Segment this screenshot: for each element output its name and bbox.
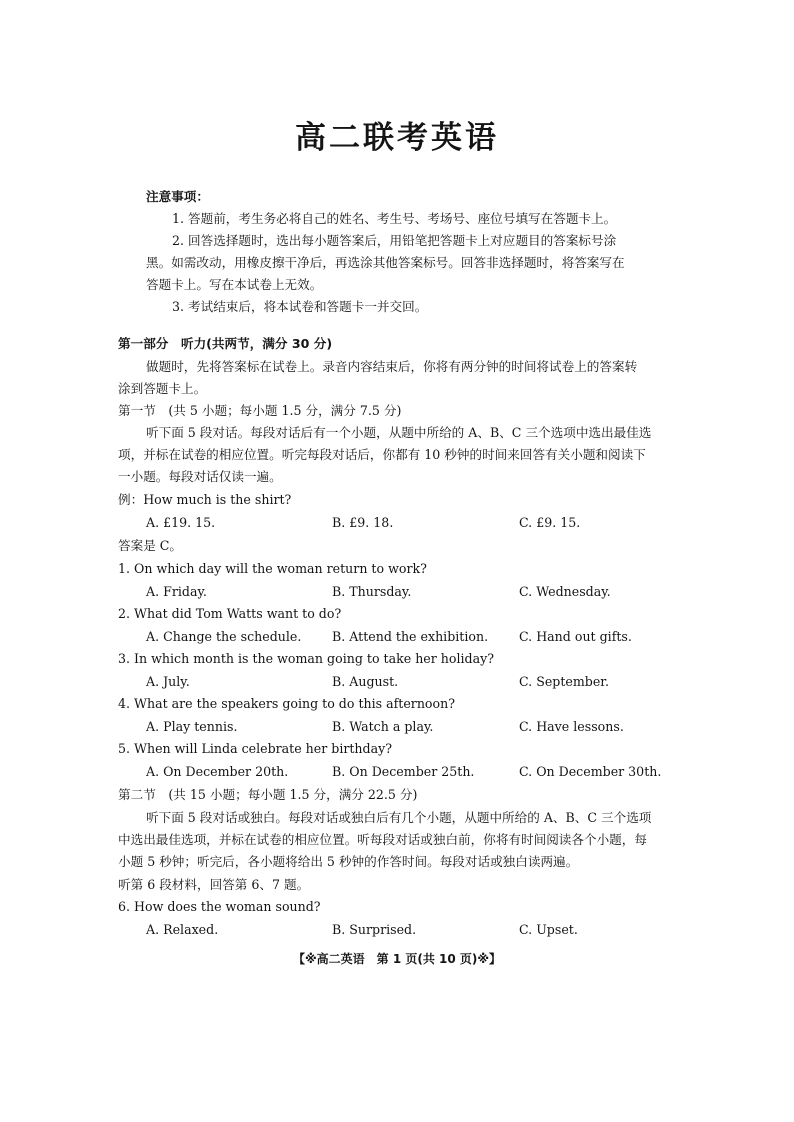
question: 6. How does the woman sound?: [118, 899, 321, 914]
option-a: A. Friday.: [146, 584, 207, 599]
section1-heading: 第一节 (共 5 小题；每小题 1.5 分，满分 7.5 分): [118, 403, 402, 418]
option-a: A. £19. 15.: [146, 515, 216, 530]
notice-item: 3. 考试结束后，将本试卷和答题卡一并交回。: [172, 299, 428, 314]
option-c: C. Hand out gifts.: [519, 629, 632, 644]
option-b: B. On December 25th.: [332, 764, 475, 779]
section1-intro: 听下面 5 段对话。每段对话后有一个小题，从题中所给的 A、B、C 三个选项中选出最佳选: [146, 425, 652, 440]
material-instruction: 听第 6 段材料，回答第 6、7 题。: [118, 877, 310, 892]
question: 2. What did Tom Watts want to do?: [118, 606, 342, 621]
notice-item: 黑。如需改动，用橡皮擦干净后，再选涂其他答案标号。回答非选择题时，将答案写在: [146, 255, 625, 270]
notice-heading: 注意事项：: [146, 189, 209, 204]
notice-item: 2. 回答选择题时，选出每小题答案后，用铅笔把答题卡上对应题目的答案标号涂: [172, 233, 617, 248]
example-answer: 答案是 C。: [118, 538, 183, 553]
page-title: 高二联考英语: [295, 120, 499, 156]
section2-heading: 第二节 (共 15 小题；每小题 1.5 分，满分 22.5 分): [118, 787, 418, 802]
part1-intro: 涂到答题卡上。: [118, 381, 207, 396]
section1-intro: 项，并标在试卷的相应位置。听完每段对话后，你都有 10 秒钟的时间来回答有关小题和阅读下: [118, 447, 646, 462]
notice-item: 答题卡上。写在本试卷上无效。: [146, 277, 323, 292]
option-a: A. Play tennis.: [146, 719, 238, 734]
part1-heading: 第一部分 听力(共两节，满分 30 分): [118, 336, 333, 351]
option-a: A. On December 20th.: [146, 764, 289, 779]
option-a: A. July.: [146, 674, 190, 689]
option-b: B. August.: [332, 674, 399, 689]
example-question: 例：How much is the shirt?: [118, 492, 292, 507]
option-b: B. Surprised.: [332, 922, 417, 937]
option-c: C. Have lessons.: [519, 719, 624, 734]
question: 3. In which month is the woman going to take her holiday?: [118, 651, 494, 666]
page-footer: 【※高二英语 第 1 页(共 10 页)※】: [292, 952, 502, 966]
option-c: C. Wednesday.: [519, 584, 611, 599]
section1-intro: 一小题。每段对话仅读一遍。: [118, 469, 282, 484]
option-c: C. £9. 15.: [519, 515, 581, 530]
option-b: B. Thursday.: [332, 584, 412, 599]
option-c: C. September.: [519, 674, 609, 689]
question: 4. What are the speakers going to do this afternoon?: [118, 696, 455, 711]
notice-item: 1. 答题前，考生务必将自己的姓名、考生号、考场号、座位号填写在答题卡上。: [172, 211, 617, 226]
question: 5. When will Linda celebrate her birthday?: [118, 741, 392, 756]
option-b: B. Attend the exhibition.: [332, 629, 489, 644]
section2-intro: 中选出最佳选项，并标在试卷的相应位置。听每段对话或独白前，你将有时间阅读各个小题，每: [118, 832, 647, 847]
section2-intro: 听下面 5 段对话或独白。每段对话或独白后有几个小题，从题中所给的 A、B、C 三个选项: [146, 810, 652, 825]
option-b: B. Watch a play.: [332, 719, 434, 734]
part1-intro: 做题时，先将答案标在试卷上。录音内容结束后，你将有两分钟的时间将试卷上的答案转: [146, 359, 638, 374]
section2-intro: 小题 5 秒钟；听完后，各小题将给出 5 秒钟的作答时间。每段对话或独白读两遍。: [118, 854, 579, 869]
option-c: C. On December 30th.: [519, 764, 662, 779]
option-a: A. Relaxed.: [146, 922, 219, 937]
option-b: B. £9. 18.: [332, 515, 394, 530]
question: 1. On which day will the woman return to work?: [118, 561, 427, 576]
option-a: A. Change the schedule.: [146, 629, 302, 644]
option-c: C. Upset.: [519, 922, 578, 937]
